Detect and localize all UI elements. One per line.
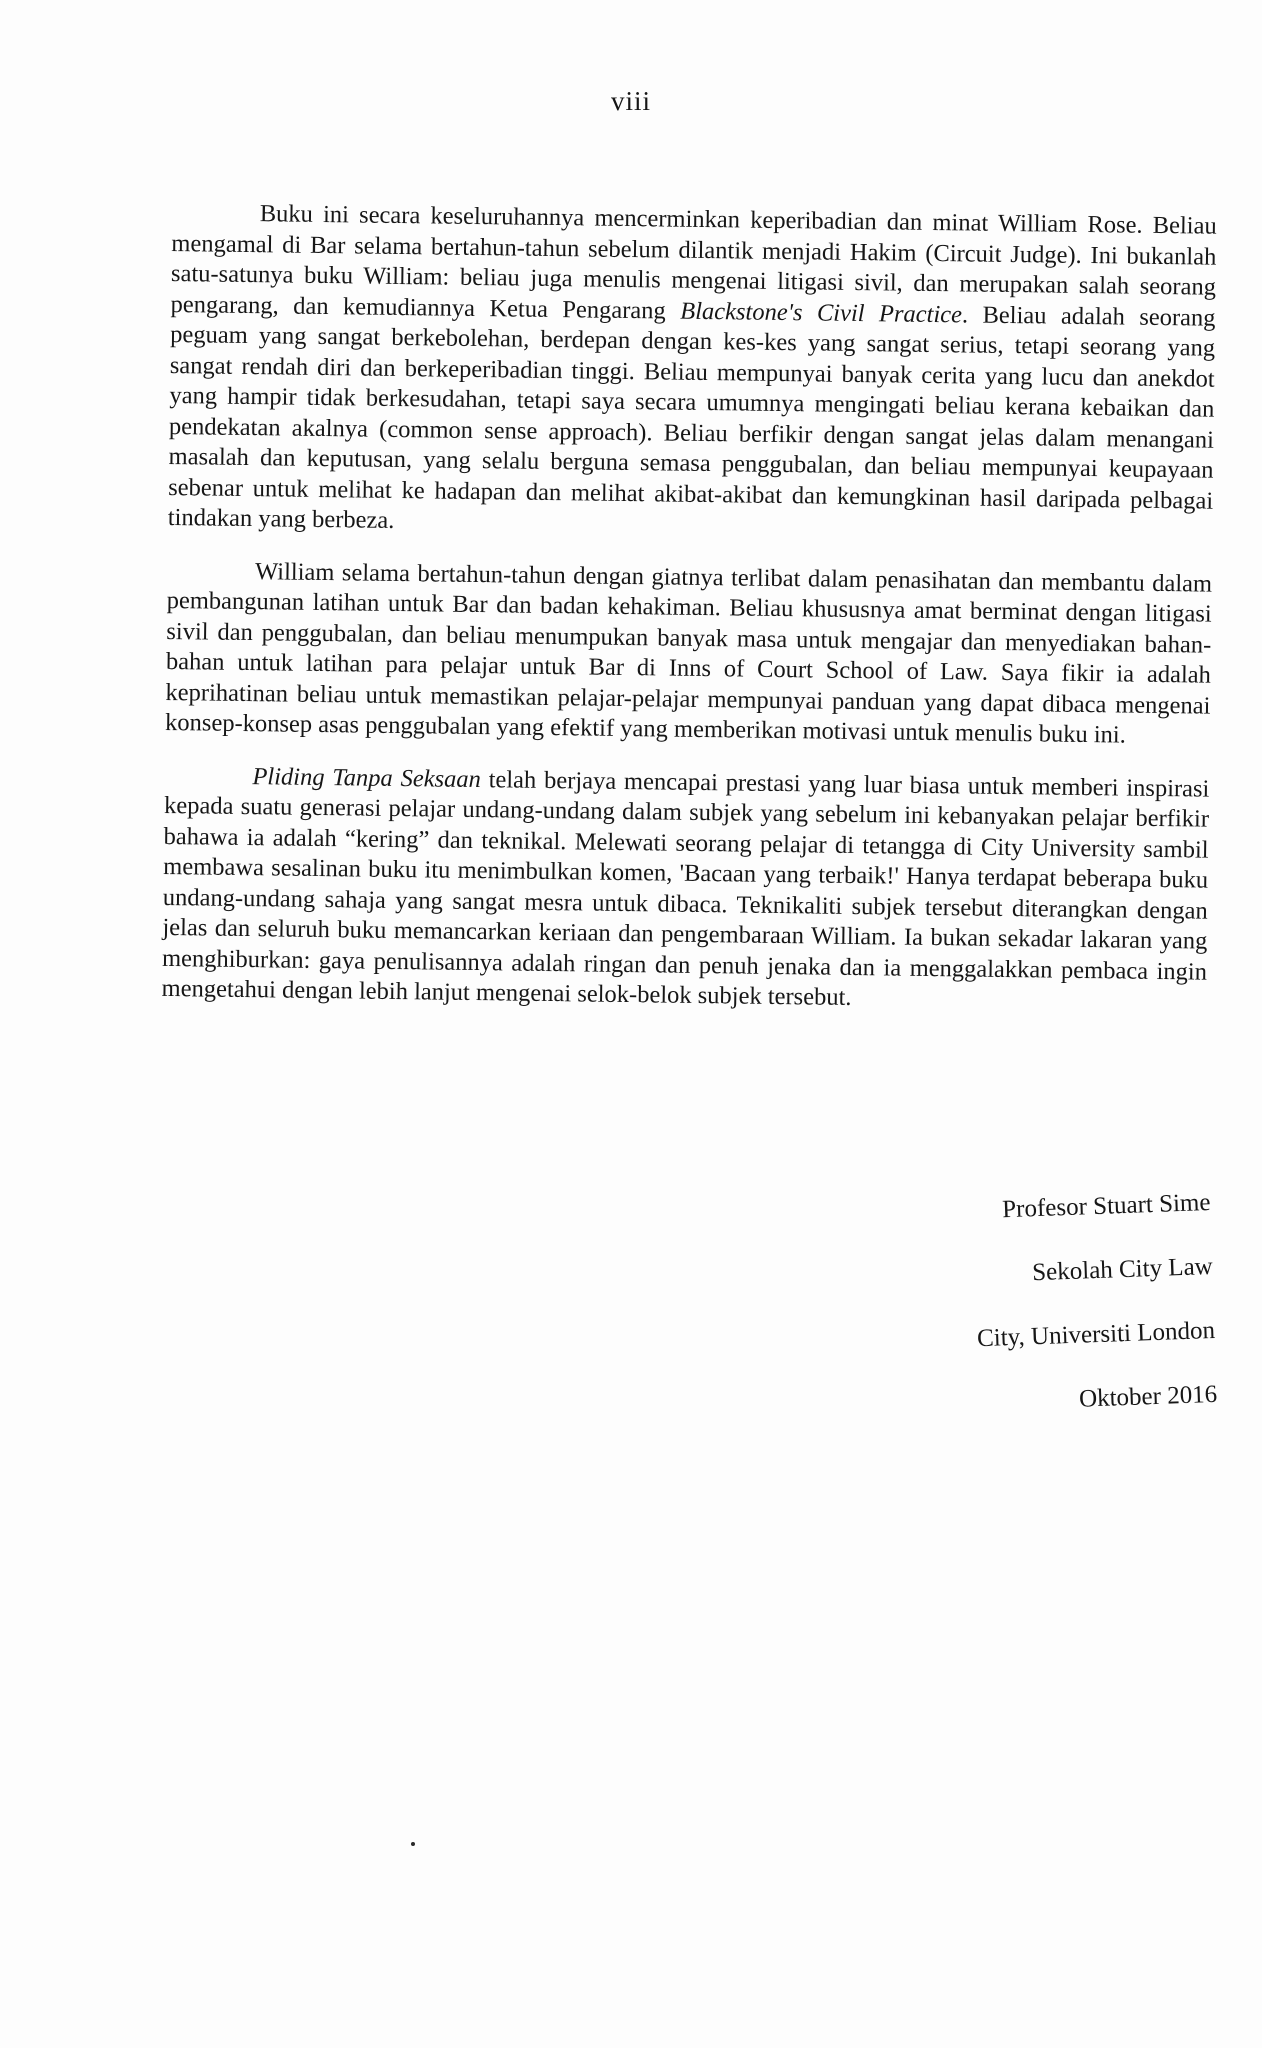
paragraph-2: William selama bertahun-tahun dengan giatnya terlibat dalam penasihatan dan membantu dalam pembangunan latihan untuk Bar dan badan kehakiman. Beliau khususnya amat berminat dengan litigasi sivil dan penggubalan, dan beliau menumpukan banyak masa untuk mengajar dan menyediakan bahan-bahan untuk latihan para pelajar untuk Bar di Inns of Court School of Law. Saya fikir ia adalah keprihatinan beliau untuk memastikan pelajar-pelajar mempunyai panduan yang dapat dibaca mengenai konsep-konsep asas penggubalan yang efektif yang memberikan motivasi untuk menulis buku ini. xyxy=(164,557,1213,749)
page-number: viii xyxy=(610,86,651,116)
signature-block xyxy=(972,1188,1218,1418)
signature-name: Profesor Stuart Sime xyxy=(1001,1188,1211,1224)
signature-university: City, Universiti London xyxy=(976,1316,1216,1353)
paragraph-1-text-b: . Beliau adalah seorang peguam yang sangat berkebolehan, berdepan dengan kes-kes yang sangat serius, tetapi seorang yang sangat rendah diri dan berkeperibadian tinggi. Beliau mempunyai banyak cerita yang lucu dan anekdot yang hampir tidak berkesudahan, tetapi saya secara umumnya mengingati beliau kerana kebaikan dan pendekatan akalnya (common sense approach). Beliau berfikir dengan sangat jelas dalam menangani masalah dan keputusan, yang selalu berguna semasa penggubalan, dan beliau mempunyai keupayaan sebenar untuk melihat ke hadapan dan melihat akibat-akibat dan kemungkinan hasil daripada pelbagai tindakan yang berbeza. xyxy=(167,300,1216,534)
book-title-pliding: Pliding Tanpa Seksaan xyxy=(252,762,482,793)
foreword-body xyxy=(161,198,1216,1018)
scan-speck xyxy=(411,1842,415,1846)
paragraph-1-text-a: Buku ini secara keseluruhannya mencerminkan keperibadian dan minat William Rose. Beliau mengamal di Bar selama bertahun-tahun sebelum dilantik menjadi Hakim (Circuit Judge). Ini bukanlah satu-satunya buku William: beliau juga menulis mengenai litigasi sivil, dan merupakan salah seorang pengarang, dan kemudiannya Ketua Pengarang xyxy=(170,200,1217,325)
signature-date: Oktober 2016 xyxy=(1078,1380,1218,1413)
paragraph-1 xyxy=(168,198,1217,547)
paragraph-3-text: telah berjaya mencapai prestasi yang luar biasa untuk memberi inspirasi kepada suatu generasi pelajar undang-undang dalam subjek yang sebelum ini kebanyakan pelajar berfikir bahawa ia adalah “kering” dan teknikal. Melewati seorang pelajar di tetangga di City University sambil membawa sesalinan buku itu menimbulkan komen, 'Bacaan yang terbaik!' Hanya terdapat beberapa buku undang-undang sahaja yang sangat mesra untuk dibaca. Teknikaliti subjek tersebut diterangkan dengan jelas dan seluruh buku memancarkan keriaan dan pengembaraan William. Ia bukan sekadar lakaran yang menghiburkan: gaya penulisannya adalah ringan dan penuh jenaka dan ia menggalakkan pembaca ingin mengetahui dengan lebih lanjut mengenai selok-belok subjek tersebut. xyxy=(161,765,1210,1011)
paragraph-3 xyxy=(161,760,1209,1018)
signature-school: Sekolah City Law xyxy=(1031,1252,1214,1287)
book-title-blackstones: Blackstone's Civil Practice xyxy=(680,297,963,328)
